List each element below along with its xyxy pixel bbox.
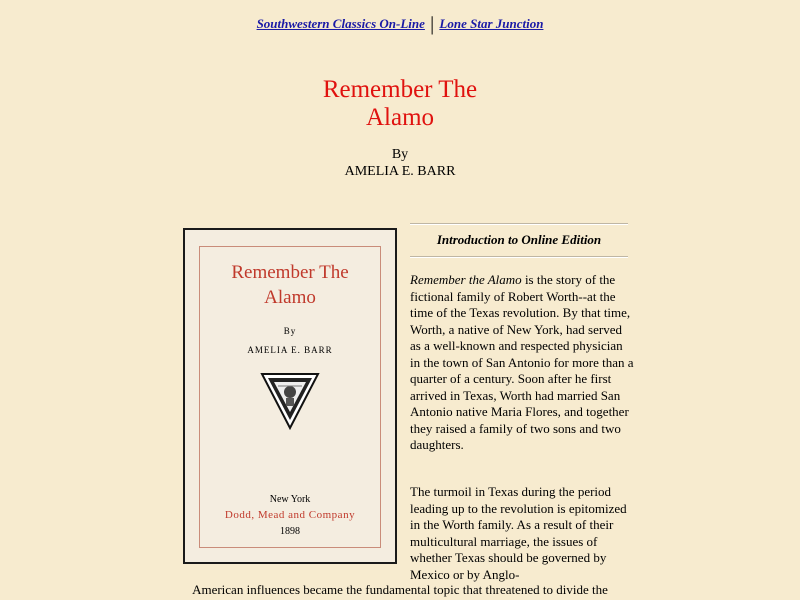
top-navigation (0, 13, 800, 36)
cover-border-bottom (199, 547, 381, 548)
byline (0, 146, 800, 180)
title-line-2: Alamo (365, 104, 435, 131)
byline-by: By (391, 147, 409, 162)
intro-paragraph-2-continued: American influences became the fundamental topic that threatened to divide the (192, 582, 608, 597)
intro-paragraph-2: The turmoil in Texas during the period leading up to the revolution is epitomized in the Worth family. As a result of their multicultural marriage, the issues of whether Texas should be governed by Mexico or by Anglo- (410, 484, 627, 582)
book-cover-image (183, 228, 397, 564)
page-title (0, 76, 800, 132)
cover-border-top (199, 246, 381, 247)
cover-city: New York (269, 494, 311, 505)
cover-title-line-1: Remember The (231, 262, 349, 283)
lone-star-junction-link[interactable]: Lone Star Junction (439, 16, 544, 31)
cover-title-line-2: Alamo (264, 287, 316, 308)
intro-paragraph-1-text: is the story of the fictional family of Robert Worth--at the time of the Texas revolution. By that time, Worth, a native of New York, had served as a well-known and respected physician in the town of San Antonio for more than a quarter of a century. Soon after he first arrived in Texas, Worth had married San Antonio native Maria Flores, and together they raised a family of two sons and two daughters. (410, 272, 634, 452)
southwestern-classics-link[interactable]: Southwestern Classics On-Line (256, 16, 425, 31)
book-title-italic: Remember the Alamo (410, 272, 522, 287)
cover-title (185, 260, 395, 310)
title-line-1: Remember The (322, 76, 478, 103)
intro-heading: Introduction to Online Edition (436, 232, 602, 247)
intro-paragraph-1 (410, 272, 634, 454)
triangular-seal-icon (260, 370, 320, 430)
intro-divider-top (410, 223, 628, 225)
cover-year: 1898 (280, 526, 300, 537)
nav-separator: | (430, 13, 435, 35)
intro-divider-bottom (410, 256, 628, 258)
cover-by: By (283, 326, 297, 336)
cover-publisher: Dodd, Mead and Company (224, 509, 356, 521)
cover-author: AMELIA E. BARR (247, 345, 333, 355)
byline-author: AMELIA E. BARR (344, 164, 456, 179)
